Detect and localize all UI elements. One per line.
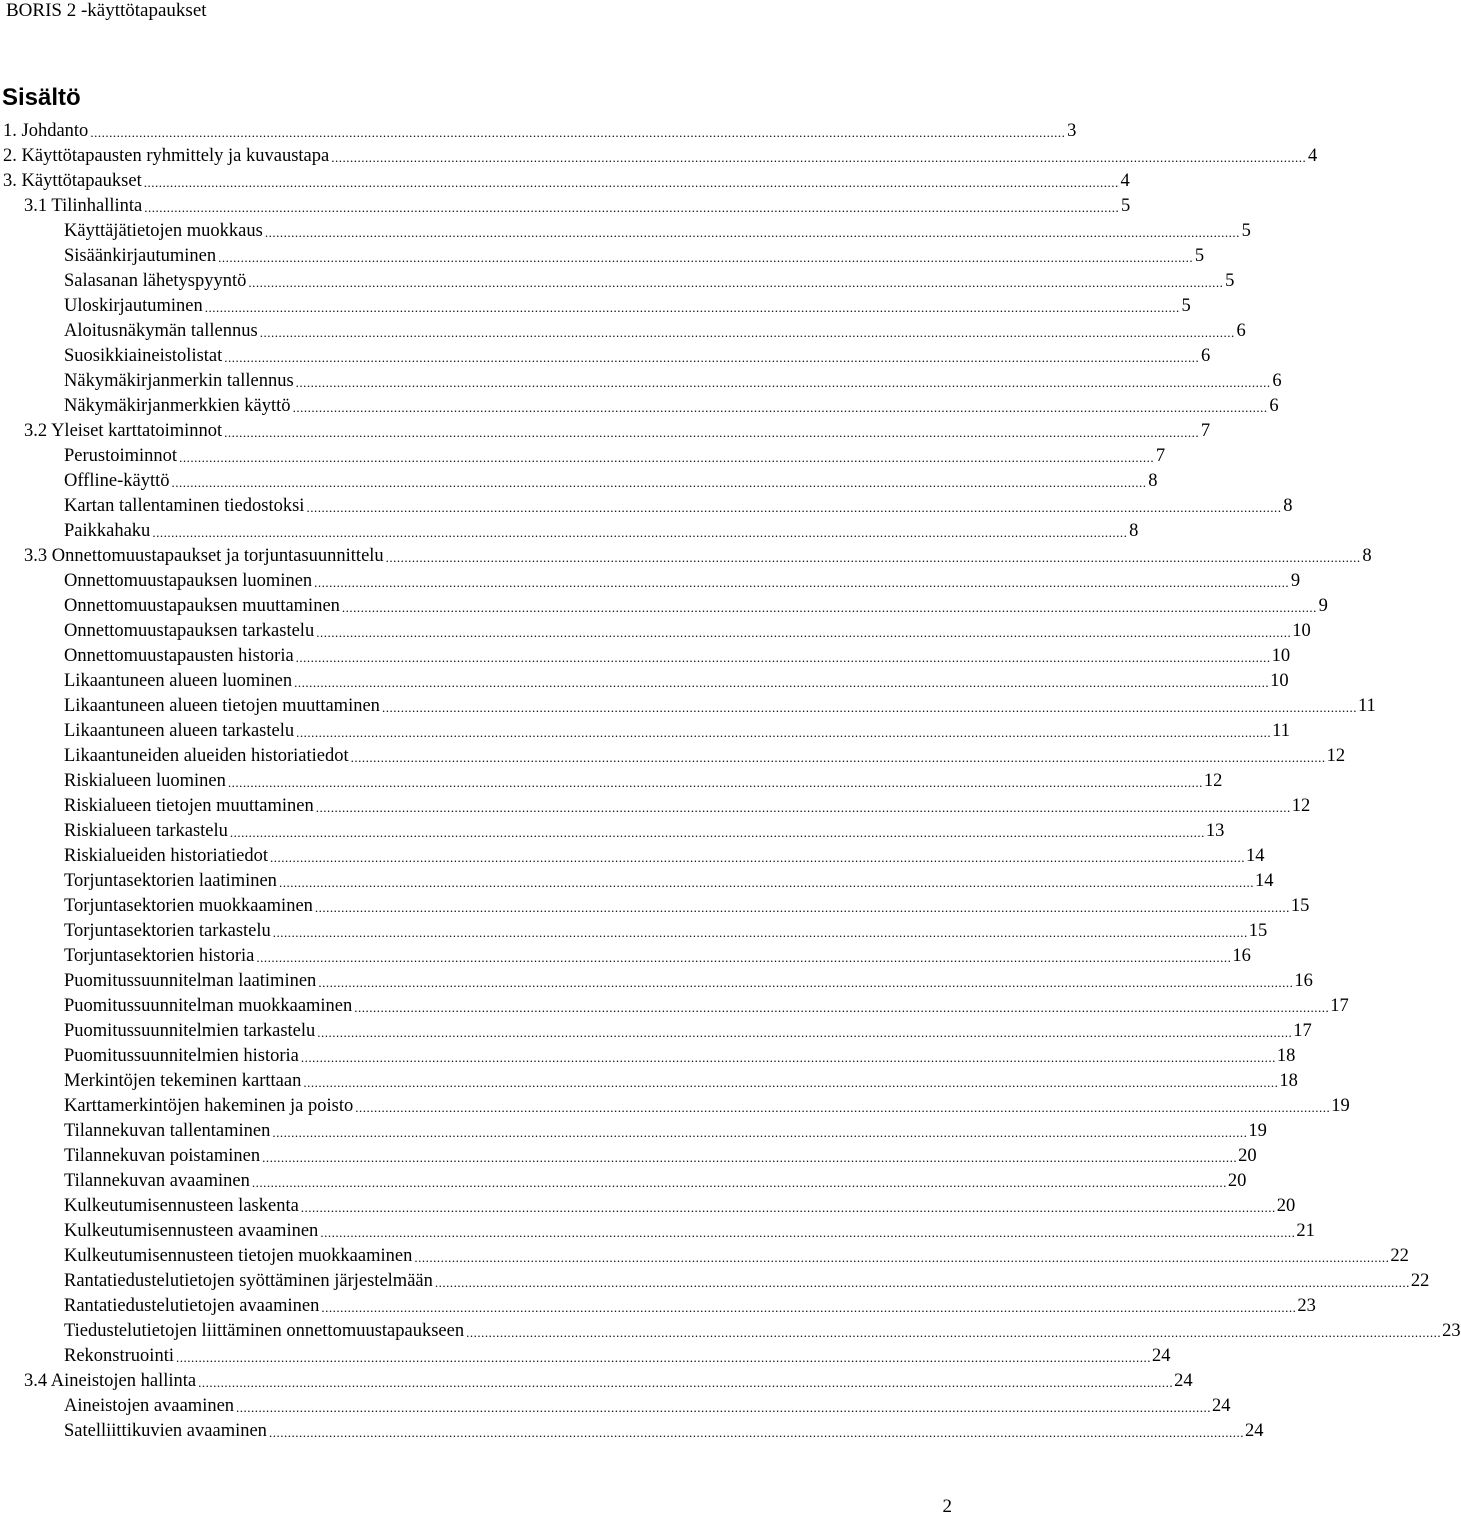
toc-entry[interactable] (0, 317, 1246, 342)
toc-entry-page: 7 (1155, 446, 1166, 466)
toc-entry-page: 20 (1227, 1171, 1247, 1191)
toc-entry-title: Merkintöjen tekeminen karttaan (64, 1071, 302, 1091)
toc-entry-page: 12 (1326, 746, 1346, 766)
dot-leader: .................................................................................................................................................................................................................................................................... (321, 1300, 1297, 1315)
toc-entry-page: 5 (1181, 296, 1191, 316)
toc-entry-title: Uloskirjautuminen (64, 296, 203, 316)
toc-entry[interactable] (0, 1192, 1296, 1217)
toc-entry-title: Puomitussuunnitelman laatiminen (64, 971, 317, 991)
toc-entry[interactable] (0, 192, 1131, 217)
dot-leader: .................................................................................................................................................................................................................................................................... (306, 500, 1282, 515)
dot-leader: .................................................................................................................................................................................................................................................................... (256, 950, 1232, 965)
toc-entry[interactable] (0, 567, 1301, 592)
toc-entry-page: 20 (1276, 1196, 1296, 1216)
toc-entry-page: 5 (1225, 271, 1235, 291)
dot-leader: .................................................................................................................................................................................................................................................................... (259, 325, 1235, 340)
toc-entry-page: 12 (1203, 771, 1223, 791)
toc-entry[interactable] (0, 442, 1166, 467)
toc-entry-title: Rekonstruointi (64, 1346, 174, 1366)
toc-entry-title: Perustoiminnot (64, 446, 178, 466)
toc-entry-page: 14 (1254, 871, 1274, 891)
toc-entry-page: 24 (1151, 1346, 1171, 1366)
dot-leader: .................................................................................................................................................................................................................................................................... (295, 650, 1271, 665)
toc-entry[interactable] (0, 967, 1313, 992)
toc-entry[interactable] (0, 1417, 1264, 1442)
toc-entry[interactable] (0, 1142, 1257, 1167)
toc-entry[interactable] (0, 767, 1223, 792)
dot-leader: .................................................................................................................................................................................................................................................................... (292, 400, 1268, 415)
dot-leader: .................................................................................................................................................................................................................................................................... (152, 525, 1128, 540)
dot-leader: .................................................................................................................................................................................................................................................................... (218, 250, 1194, 265)
dot-leader: .................................................................................................................................................................................................................................................................... (466, 1325, 1442, 1340)
dot-leader: .................................................................................................................................................................................................................................................................... (272, 925, 1248, 940)
toc-entry-page: 19 (1331, 1096, 1350, 1116)
toc-entry-title: Tilannekuvan tallentaminen (64, 1121, 271, 1141)
dot-leader: .................................................................................................................................................................................................................................................................... (385, 550, 1361, 565)
dot-leader: .................................................................................................................................................................................................................................................................... (315, 800, 1291, 815)
toc-entry-page: 14 (1245, 846, 1265, 866)
toc-entry[interactable] (0, 392, 1279, 417)
dot-leader: .................................................................................................................................................................................................................................................................... (295, 375, 1271, 390)
toc-entry-page: 8 (1283, 496, 1293, 516)
toc-entry-page: 6 (1269, 396, 1279, 416)
dot-leader: .................................................................................................................................................................................................................................................................... (355, 1100, 1331, 1115)
toc-entry-title: Riskialueiden historiatiedot (64, 846, 268, 866)
toc-entry-title: 1. Johdanto (3, 121, 89, 141)
toc-entry[interactable] (0, 267, 1235, 292)
toc-entry-page: 15 (1290, 896, 1310, 916)
toc-entry-title: Onnettomuustapauksen muuttaminen (64, 596, 340, 616)
toc-entry-page: 22 (1410, 1271, 1430, 1291)
dot-leader: .................................................................................................................................................................................................................................................................... (316, 625, 1292, 640)
toc-entry-title: Käyttäjätietojen muokkaus (64, 221, 263, 241)
toc-entry[interactable] (0, 817, 1225, 842)
toc-entry-page: 9 (1290, 571, 1301, 591)
toc-entry-page: 22 (1390, 1246, 1409, 1266)
toc-entry[interactable] (0, 517, 1139, 542)
dot-leader: .................................................................................................................................................................................................................................................................... (269, 850, 1245, 865)
toc-entry-title: Karttamerkintöjen hakeminen ja poisto (64, 1096, 354, 1116)
toc-entry[interactable] (0, 542, 1372, 567)
toc-entry[interactable] (0, 217, 1251, 242)
toc-entry-title: 3.3 Onnettomuustapaukset ja torjuntasuunnittelu (24, 546, 384, 566)
toc-entry[interactable] (0, 1367, 1193, 1392)
dot-leader: .................................................................................................................................................................................................................................................................... (204, 300, 1180, 315)
dot-leader: .................................................................................................................................................................................................................................................................... (331, 150, 1307, 165)
dot-leader: .................................................................................................................................................................................................................................................................... (272, 1125, 1248, 1140)
toc-entry-page: 18 (1276, 1046, 1296, 1066)
document-header: BORIS 2 -käyttötapaukset (6, 0, 207, 21)
toc-entry[interactable] (0, 617, 1311, 642)
dot-leader: .................................................................................................................................................................................................................................................................... (175, 1350, 1151, 1365)
toc-entry-title: Likaantuneiden alueiden historiatiedot (64, 746, 349, 766)
toc-entry[interactable] (0, 1242, 1409, 1267)
dot-leader: .................................................................................................................................................................................................................................................................... (300, 1200, 1276, 1215)
toc-entry[interactable] (0, 842, 1265, 867)
toc-entry-title: Aineistojen avaaminen (64, 1396, 235, 1416)
dot-leader: .................................................................................................................................................................................................................................................................... (314, 575, 1290, 590)
toc-entry[interactable] (0, 417, 1211, 442)
toc-entry-title: Torjuntasektorien historia (64, 946, 255, 966)
dot-leader: .................................................................................................................................................................................................................................................................... (278, 875, 1254, 890)
dot-leader: .................................................................................................................................................................................................................................................................... (434, 1275, 1410, 1290)
toc-entry-page: 13 (1205, 821, 1225, 841)
toc-entry-page: 15 (1248, 921, 1268, 941)
toc-entry-page: 4 (1307, 146, 1318, 166)
toc-entry-page: 8 (1129, 521, 1139, 541)
toc-entry-page: 3 (1067, 121, 1077, 141)
dot-leader: .................................................................................................................................................................................................................................................................... (354, 1000, 1330, 1015)
dot-leader: .................................................................................................................................................................................................................................................................... (224, 425, 1200, 440)
dot-leader: .................................................................................................................................................................................................................................................................... (143, 175, 1119, 190)
toc-entry[interactable] (0, 1317, 1461, 1342)
toc-entry-title: 3.2 Yleiset karttatoiminnot (24, 421, 223, 441)
toc-entry-title: Salasanan lähetyspyyntö (64, 271, 247, 291)
dot-leader: .................................................................................................................................................................................................................................................................... (350, 750, 1326, 765)
toc-entry[interactable] (0, 1292, 1316, 1317)
toc-entry[interactable] (0, 492, 1293, 517)
dot-leader: .................................................................................................................................................................................................................................................................... (264, 225, 1240, 240)
toc-entry-page: 16 (1232, 946, 1251, 966)
toc-entry[interactable] (0, 667, 1289, 692)
toc-entry-title: Riskialueen tarkastelu (64, 821, 228, 841)
toc-entry[interactable] (0, 642, 1291, 667)
toc-entry-page: 24 (1212, 1396, 1231, 1416)
toc-entry-title: Rantatiedustelutietojen avaaminen (64, 1296, 320, 1316)
toc-entry-title: Likaantuneen alueen tietojen muuttaminen (64, 696, 380, 716)
toc-entry-page: 21 (1296, 1221, 1315, 1241)
dot-leader: .................................................................................................................................................................................................................................................................... (341, 600, 1317, 615)
dot-leader: .................................................................................................................................................................................................................................................................... (303, 1075, 1279, 1090)
toc-entry-page: 4 (1120, 171, 1130, 191)
dot-leader: .................................................................................................................................................................................................................................................................... (90, 125, 1066, 140)
toc-entry[interactable] (0, 1267, 1430, 1292)
toc-entry-page: 5 (1194, 246, 1205, 266)
toc-entry[interactable] (0, 1092, 1350, 1117)
toc-entry[interactable] (0, 367, 1282, 392)
toc-entry[interactable] (0, 1167, 1247, 1192)
toc-entry-page: 12 (1291, 796, 1311, 816)
toc-entry-page: 8 (1362, 546, 1372, 566)
toc-entry[interactable] (0, 592, 1328, 617)
toc-entry-page: 20 (1238, 1146, 1257, 1166)
toc-entry[interactable] (0, 892, 1310, 917)
toc-entry[interactable] (0, 717, 1290, 742)
toc-entry-page: 11 (1357, 696, 1376, 716)
dot-leader: .................................................................................................................................................................................................................................................................... (414, 1250, 1390, 1265)
toc-entry-title: Satelliittikuvien avaaminen (64, 1421, 267, 1441)
toc-entry[interactable] (0, 1342, 1171, 1367)
dot-leader: .................................................................................................................................................................................................................................................................... (320, 1225, 1296, 1240)
toc-entry[interactable] (0, 342, 1211, 367)
dot-leader: .................................................................................................................................................................................................................................................................... (236, 1400, 1212, 1415)
toc-entry-page: 10 (1270, 671, 1289, 691)
dot-leader: .................................................................................................................................................................................................................................................................... (262, 1150, 1238, 1165)
toc-entry-title: Onnettomuustapauksen tarkastelu (64, 621, 315, 641)
dot-leader: .................................................................................................................................................................................................................................................................... (317, 1025, 1293, 1040)
toc-entry-title: Aloitusnäkymän tallennus (64, 321, 258, 341)
toc-entry[interactable] (0, 167, 1130, 192)
toc-entry[interactable] (0, 142, 1318, 167)
dot-leader: .................................................................................................................................................................................................................................................................... (381, 700, 1357, 715)
toc-entry[interactable] (0, 692, 1376, 717)
dot-leader: .................................................................................................................................................................................................................................................................... (229, 825, 1205, 840)
toc-entry-title: Paikkahaku (64, 521, 151, 541)
toc-entry-page: 6 (1201, 346, 1211, 366)
toc-entry-title: Onnettomuustapauksen luominen (64, 571, 313, 591)
toc-entry-page: 24 (1174, 1371, 1193, 1391)
toc-entry[interactable] (0, 792, 1311, 817)
toc-title: Sisältö (2, 84, 81, 111)
toc-entry[interactable] (0, 1042, 1296, 1067)
toc-entry[interactable] (0, 467, 1158, 492)
toc-entry-page: 5 (1241, 221, 1251, 241)
dot-leader: .................................................................................................................................................................................................................................................................... (300, 1050, 1276, 1065)
toc-entry-title: Tiedustelutietojen liittäminen onnettomuustapaukseen (64, 1321, 465, 1341)
toc-entry-page: 9 (1318, 596, 1328, 616)
dot-leader: .................................................................................................................................................................................................................................................................... (198, 1375, 1174, 1390)
toc-entry-title: Onnettomuustapausten historia (64, 646, 294, 666)
toc-entry-title: Kulkeutumisennusteen laskenta (64, 1196, 299, 1216)
page-number: 2 (942, 1496, 952, 1517)
toc-entry-title: Kartan tallentaminen tiedostoksi (64, 496, 305, 516)
toc-entry-title: Näkymäkirjanmerkin tallennus (64, 371, 294, 391)
toc-entry-page: 7 (1200, 421, 1211, 441)
toc-entry-page: 10 (1271, 646, 1291, 666)
toc-entry-title: Tilannekuvan poistaminen (64, 1146, 261, 1166)
toc-entry-page: 23 (1297, 1296, 1316, 1316)
dot-leader: .................................................................................................................................................................................................................................................................... (144, 200, 1120, 215)
dot-leader: .................................................................................................................................................................................................................................................................... (227, 775, 1203, 790)
dot-leader: .................................................................................................................................................................................................................................................................... (294, 675, 1270, 690)
toc-entry-title: 2. Käyttötapausten ryhmittely ja kuvaustapa (3, 146, 330, 166)
toc-entry[interactable] (0, 242, 1205, 267)
toc-entry-title: Torjuntasektorien laatiminen (64, 871, 277, 891)
toc-entry-page: 6 (1272, 371, 1282, 391)
toc-entry-page: 10 (1292, 621, 1311, 641)
toc-entry[interactable] (0, 942, 1251, 967)
toc-entry-title: 3. Käyttötapaukset (3, 171, 142, 191)
toc-entry-title: Sisäänkirjautuminen (64, 246, 217, 266)
toc-entry[interactable] (0, 867, 1274, 892)
toc-entry[interactable] (0, 1017, 1312, 1042)
toc-entry[interactable] (0, 1217, 1315, 1242)
dot-leader: .................................................................................................................................................................................................................................................................... (268, 1425, 1244, 1440)
toc-entry-title: Suosikkiaineistolistat (64, 346, 223, 366)
toc-entry-title: Torjuntasektorien tarkastelu (64, 921, 271, 941)
dot-leader: .................................................................................................................................................................................................................................................................... (314, 900, 1290, 915)
toc-entry-title: Puomitussuunnitelman muokkaaminen (64, 996, 353, 1016)
toc-entry-title: 3.4 Aineistojen hallinta (24, 1371, 197, 1391)
toc-entry-title: Rantatiedustelutietojen syöttäminen järjestelmään (64, 1271, 433, 1291)
dot-leader: .................................................................................................................................................................................................................................................................... (248, 275, 1224, 290)
toc-entry-page: 24 (1244, 1421, 1264, 1441)
toc-entry-title: Tilannekuvan avaaminen (64, 1171, 250, 1191)
dot-leader: .................................................................................................................................................................................................................................................................... (251, 1175, 1227, 1190)
toc-entry-title: Kulkeutumisennusteen avaaminen (64, 1221, 319, 1241)
toc-entry[interactable] (0, 1392, 1231, 1417)
toc-entry-title: Puomitussuunnitelmien historia (64, 1046, 299, 1066)
toc-entry-title: Riskialueen luominen (64, 771, 226, 791)
toc-entry-page: 6 (1236, 321, 1246, 341)
toc-entry-title: Puomitussuunnitelmien tarkastelu (64, 1021, 316, 1041)
toc-entry-page: 17 (1293, 1021, 1312, 1041)
dot-leader: .................................................................................................................................................................................................................................................................... (318, 975, 1294, 990)
toc-entry-page: 23 (1442, 1321, 1461, 1341)
toc-entry[interactable] (0, 992, 1349, 1017)
toc-entry[interactable] (0, 1117, 1267, 1142)
toc-entry-page: 5 (1120, 196, 1131, 216)
toc-entry-title: Offline-käyttö (64, 471, 170, 491)
toc-entry[interactable] (0, 117, 1077, 142)
toc-entry-title: Kulkeutumisennusteen tietojen muokkaaminen (64, 1246, 413, 1266)
toc-entry-title: Likaantuneen alueen tarkastelu (64, 721, 295, 741)
toc-entry[interactable] (0, 742, 1346, 767)
toc-entry-page: 18 (1279, 1071, 1298, 1091)
toc-entry-page: 16 (1294, 971, 1313, 991)
toc-entry-title: Torjuntasektorien muokkaaminen (64, 896, 313, 916)
toc-entry[interactable] (0, 917, 1268, 942)
toc-entry-title: 3.1 Tilinhallinta (24, 196, 143, 216)
toc-entry-title: Riskialueen tietojen muuttaminen (64, 796, 314, 816)
toc-entry-page: 17 (1330, 996, 1349, 1016)
toc-entry-title: Näkymäkirjanmerkkien käyttö (64, 396, 291, 416)
dot-leader: .................................................................................................................................................................................................................................................................... (179, 450, 1155, 465)
toc-entry-page: 8 (1148, 471, 1158, 491)
dot-leader: .................................................................................................................................................................................................................................................................... (171, 475, 1147, 490)
toc-entry[interactable] (0, 292, 1191, 317)
dot-leader: .................................................................................................................................................................................................................................................................... (296, 725, 1272, 740)
toc-entry-title: Likaantuneen alueen luominen (64, 671, 293, 691)
toc-entry-page: 19 (1248, 1121, 1267, 1141)
toc-entry[interactable] (0, 1067, 1298, 1092)
toc-entry-page: 11 (1272, 721, 1290, 741)
dot-leader: .................................................................................................................................................................................................................................................................... (224, 350, 1200, 365)
